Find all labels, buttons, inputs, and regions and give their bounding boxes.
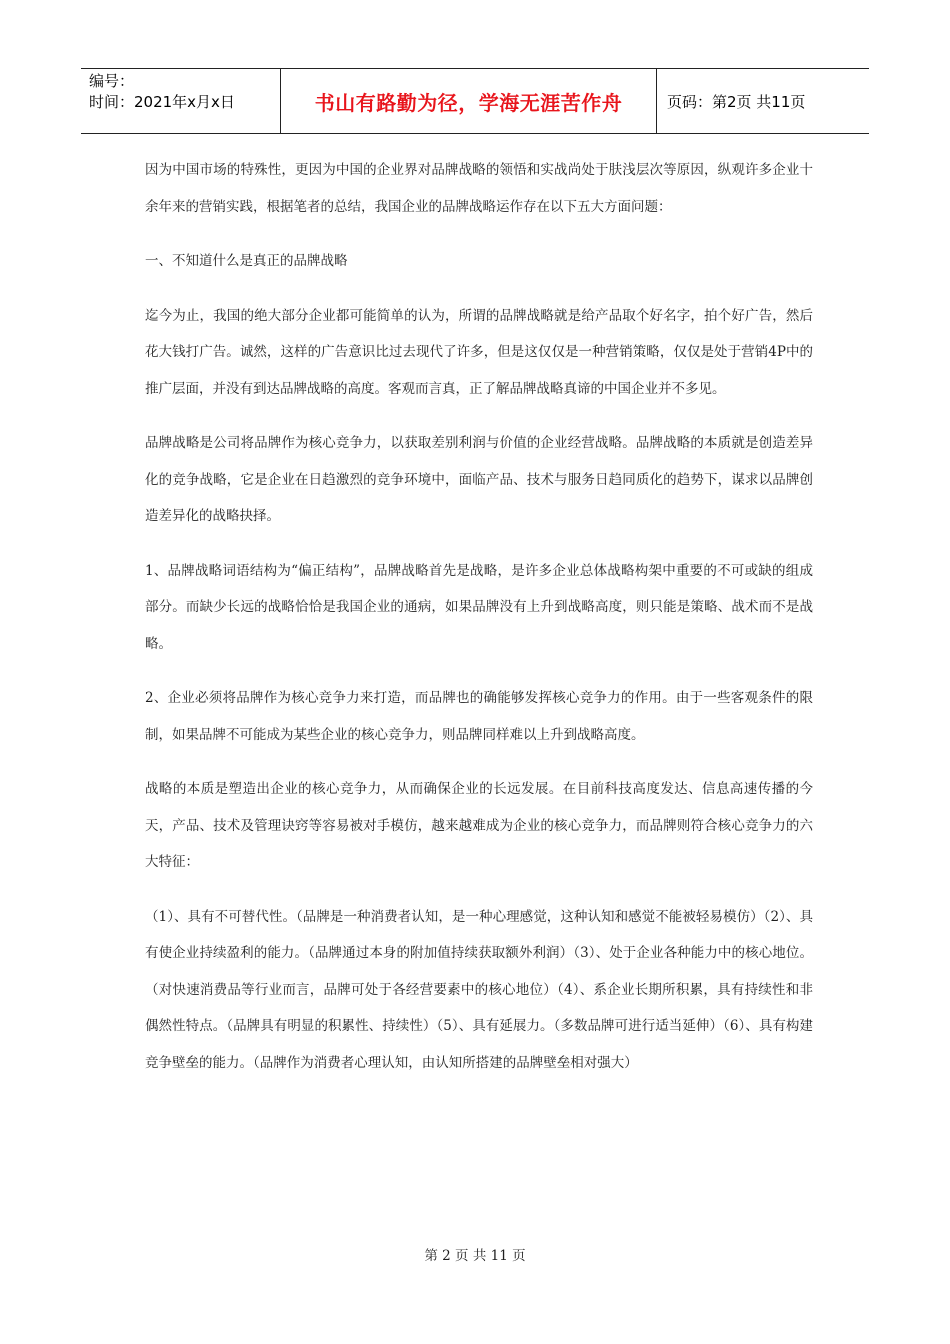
document-header (81, 68, 869, 134)
document-body (145, 152, 813, 1099)
header-page-cell (657, 69, 869, 133)
paragraph: 1、品牌战略词语结构为“偏正结构”，品牌战略首先是战略，是许多企业总体战略构架中重要的不可或缺的组成部分。而缺少长远的战略恰恰是我国企业的通病，如果品牌没有上升到战略高度，则只能是策略、战术而不是战略。 (145, 562, 813, 652)
paragraph: 战略的本质是塑造出企业的核心竞争力，从而确保企业的长远发展。在目前科技高度发达、信息高速传播的今天，产品、技术及管理诀窍等容易被对手模仿，越来越难成为企业的核心竞争力，而品牌则符合核心竞争力的六大特征： (145, 781, 813, 870)
paragraph: 2、企业必须将品牌作为核心竞争力来打造，而品牌也的确能够发挥核心竞争力的作用。由于一些客观条件的限制，如果品牌不可能成为某些企业的核心竞争力，则品牌同样难以上升到战略高度。 (145, 690, 813, 743)
paragraph-intro: 因为中国市场的特殊性，更因为中国的企业界对品牌战略的领悟和实战尚处于肤浅层次等原因，纵观许多企业十余年来的营销实践，根据笔者的总结，我国企业的品牌战略运作存在以下五大方面问题： (145, 162, 813, 215)
header-meta-cell (81, 69, 281, 133)
paragraph: （1）、具有不可替代性。（品牌是一种消费者认知，是一种心理感觉，这种认知和感觉不能被轻易模仿）（2）、具有使企业持续盈利的能力。（品牌通过本身的附加值持续获取额外利润）（3）、处于企业各种能力中的核心地位。（对快速消费品等行业而言，品牌可处于各经营要素中的核心地位）（4）、系企业长期所积累，具有持续性和非偶然性特点。（品牌具有明显的积累性、持续性）（5）、具有延展力。（多数品牌可进行适当延伸）（6）、具有构建竞争壁垒的能力。（品牌作为消费者心理认知，由认知所搭建的品牌壁垒相对强大） (145, 908, 813, 1071)
header-motto-cell (281, 69, 657, 133)
section-heading: 一、不知道什么是真正的品牌战略 (145, 253, 348, 269)
page-info: 页码：第2页 共11页 (667, 92, 806, 111)
footer-page-number: 第 2 页 共 11 页 (424, 1248, 526, 1264)
page-footer (0, 1244, 950, 1264)
paragraph: 迄今为止，我国的绝大部分企业都可能简单的认为，所谓的品牌战略就是给产品取个好名字，拍个好广告，然后花大钱打广告。诚然，这样的广告意识比过去现代了许多，但是这仅仅是一种营销策略，仅仅是处于营销4P中的推广层面，并没有到达品牌战略的高度。客观而言真，正了解品牌战略真谛的中国企业并不多见。 (145, 307, 813, 397)
motto-text: 书山有路勤为径，学海无涯苦作舟 (314, 90, 623, 115)
paragraph: 品牌战略是公司将品牌作为核心竞争力，以获取差别利润与价值的企业经营战略。品牌战略的本质就是创造差异化的竞争战略，它是企业在日趋激烈的竞争环境中，面临产品、技术与服务日趋同质化的趋势下，谋求以品牌创造差异化的战略抉择。 (145, 435, 813, 524)
date-line: 时间：2021年x月x日 (89, 93, 235, 111)
serial-label: 编号： (89, 72, 135, 90)
